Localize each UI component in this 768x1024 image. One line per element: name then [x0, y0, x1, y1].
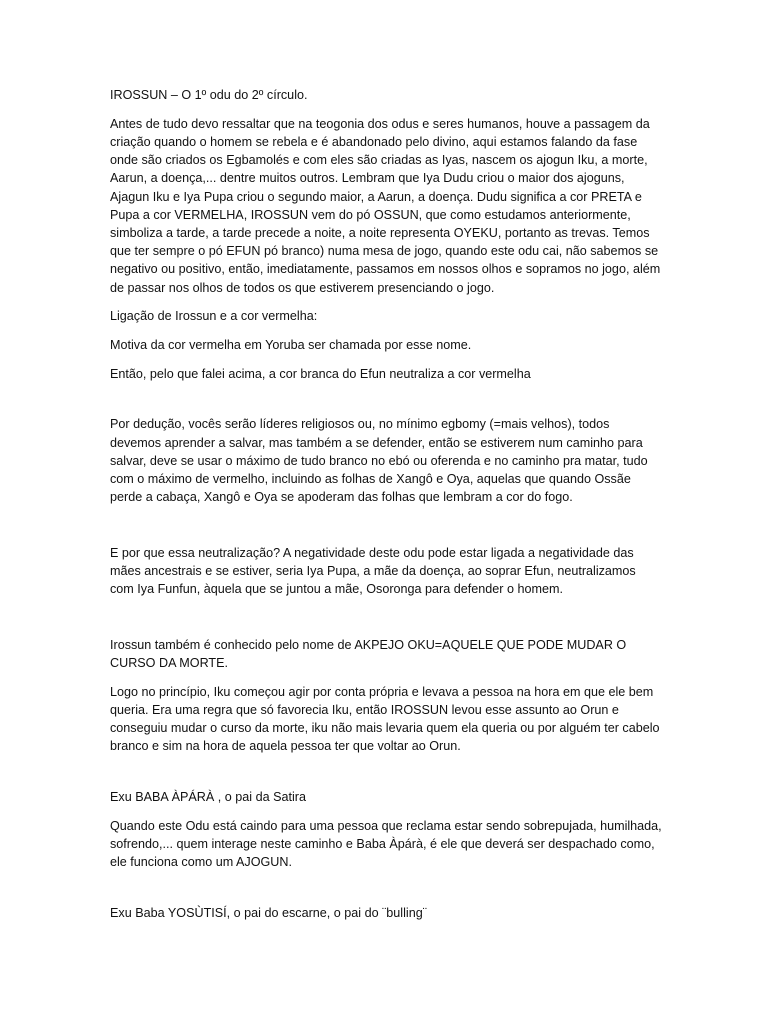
motive-paragraph: Motiva da cor vermelha em Yoruba ser chamada por esse nome.: [110, 337, 472, 352]
exu-apara-paragraph: Quando este Odu está caindo para uma pessoa que reclama estar sendo sobrepujada, humilhada, sofrendo,... quem interage neste caminho e Baba Àpárà, é ele que deverá ser despachado como, ele funciona como um AJOGUN.: [110, 818, 662, 870]
spacer: [110, 882, 662, 904]
efun-paragraph: Então, pelo que falei acima, a cor branca do Efun neutraliza a cor vermelha: [110, 366, 531, 381]
exu-apara-title: Exu BABA ÀPÁRÀ , o pai da Satira: [110, 790, 307, 805]
exu-yosutisi-title: Exu Baba YOSÙTISÍ, o pai do escarne, o pai do ¨bulling¨: [110, 906, 427, 920]
spacer: [110, 393, 662, 415]
document-heading: IROSSUN – O 1º odu do 2º círculo.: [110, 88, 308, 102]
document-page: [110, 86, 662, 933]
spacer: [110, 766, 662, 788]
neutralization-paragraph: E por que essa neutralização? A negatividade deste odu pode estar ligada a negatividade das mães ancestrais e se estiver, seria Iya Pupa, a mãe da doença, ao soprar Efun, neutralizamos com Iya Funfun, àquela que se juntou a mãe, Osoronga para defender o homem.: [110, 545, 636, 597]
spacer: [110, 609, 662, 636]
deduction-paragraph: Por dedução, vocês serão líderes religiosos ou, no mínimo egbomy (=mais velhos), todos devemos aprender a salvar, mas também a se defender, então se estiverem num caminho para salvar, deve se usar o máximo de tudo branco no ebó ou oferenda e no caminho pra matar, tudo com o máximo de vermelho, incluindo as folhas de Xangô e Oya, aquelas que quando Ossãe perde a cabaça, Xangô e Oya se apoderam das folhas que lembram a cor do fogo.: [110, 417, 648, 505]
akpejo-paragraph: Irossun também é conhecido pelo nome de AKPEJO OKU=AQUELE QUE PODE MUDAR O CURSO DA MORTE.: [110, 637, 627, 671]
spacer: [110, 517, 662, 544]
section-title-red-color: Ligação de Irossun e a cor vermelha:: [110, 309, 318, 324]
intro-paragraph: Antes de tudo devo ressaltar que na teogonia dos odus e seres humanos, houve a passagem da criação quando o homem se rebela e é abandonado pelo divino, aqui estamos falando da fase onde são criados os Egbamolés e com eles são criadas as Iyas, nascem os ajogun Iku, a morte, Aarun, a doença,... dentre muitos outros. Lembram que Iya Dudu criou o maior dos ajoguns, Ajagun Iku e Iya Pupa criou o segundo maior, a Aarun, a doença. Dudu significa a cor PRETA e Pupa a cor VERMELHA, IROSSUN vem do pó OSSUN, que como estudamos anteriormente, simboliza a tarde, a tarde precede a noite, a noite representa OYEKU, portanto as trevas. Temos que ter sempre o pó EFUN pó branco) numa mesa de jogo, quando este odu cai, não sabemos se negativo ou positivo, então, imediatamente, passamos em nossos olhos e sopramos no jogo, além de passar nos olhos de todos os que estiverem presenciando o jogo.: [110, 116, 661, 295]
principle-paragraph: Logo no princípio, Iku começou agir por conta própria e levava a pessoa na hora em que ele bem queria. Era uma regra que só favorecia Iku, então IROSSUN levou esse assunto ao Orun e conseguiu mudar o curso da morte, iku não mais levaria quem ela queria ou por alguém ter cabelo branco e sim na hora de aquela pessoa ter que voltar ao Orun.: [110, 684, 660, 754]
